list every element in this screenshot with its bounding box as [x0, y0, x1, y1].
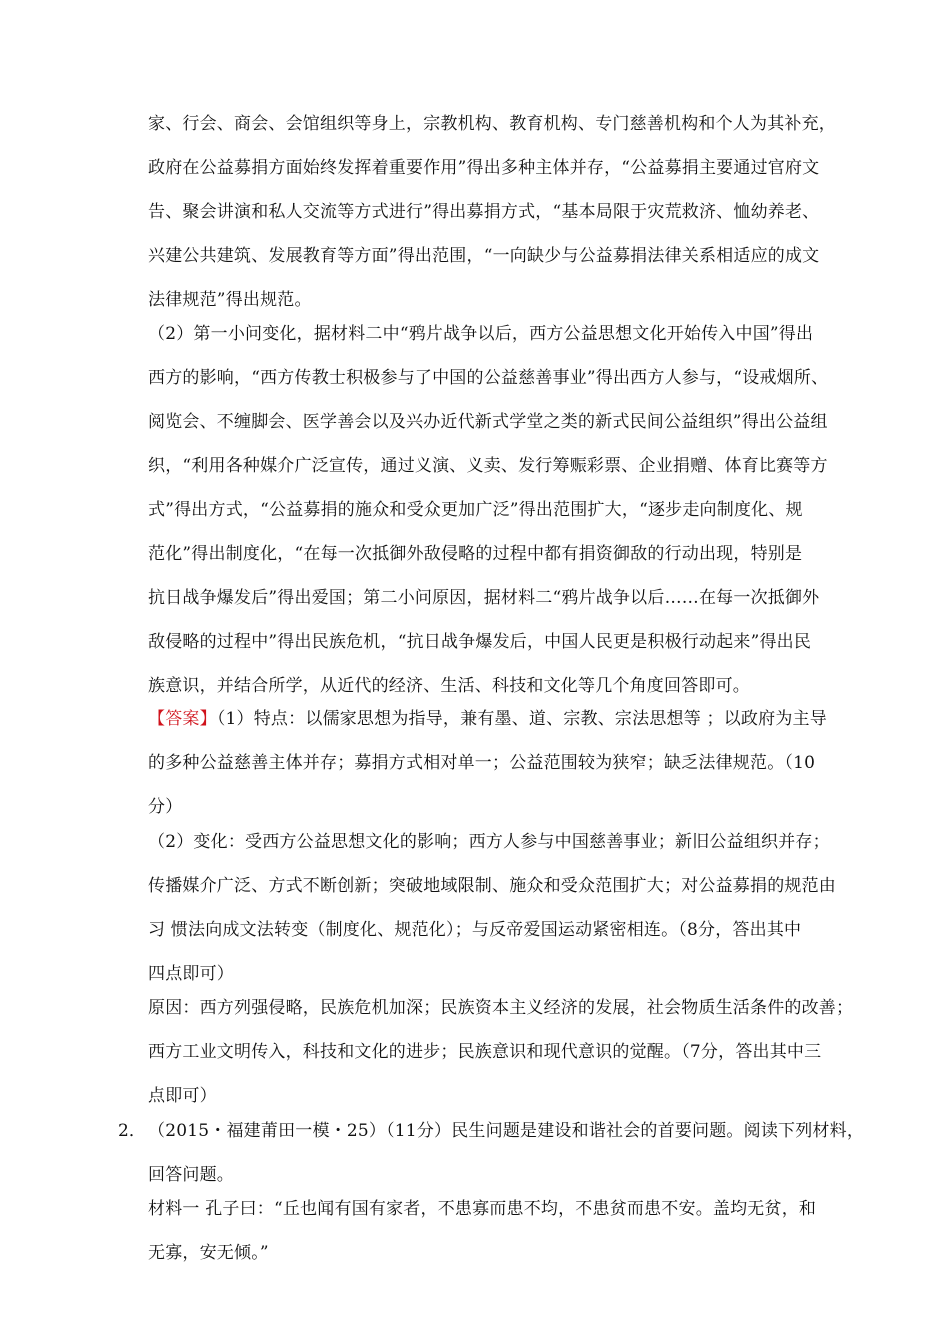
- answer-tag: 【答案】: [148, 709, 217, 729]
- answer-line: 习 惯法向成文法转变（制度化、规范化）；与反帝爱国运动紧密相连。（8分，答出其中: [148, 920, 802, 940]
- question-line: 回答问题。: [148, 1165, 234, 1185]
- answer-line: 点即可）: [148, 1086, 217, 1106]
- answer-line: 四点即可）: [148, 964, 234, 984]
- analysis-line: 政府在公益募捐方面始终发挥着重要作用”得出多种主体并存，“公益募捐主要通过官府文: [148, 158, 820, 178]
- answer-line: 的多种公益慈善主体并存；募捐方式相对单一；公益范围较为狭窄；缺乏法律规范。（10: [148, 753, 816, 773]
- analysis-line: 抗日战争爆发后”得出爱国；第二小问原因，据材料二“鸦片战争以后……在每一次抵御外: [148, 588, 820, 608]
- analysis-line: 族意识，并结合所学，从近代的经济、生活、科技和文化等几个角度回答即可。: [148, 676, 750, 696]
- analysis-line: 兴建公共建筑、发展教育等方面”得出范围，“一向缺少与公益募捐法律关系相适应的成文: [148, 246, 820, 266]
- question-line: 材料一 孔子曰：“丘也闻有国有家者，不患寡而患不均，不患贫而患不安。盖均无贫，和: [148, 1199, 817, 1219]
- analysis-line: 告、聚会讲演和私人交流等方式进行”得出募捐方式，“基本局限于灾荒救济、恤幼养老、: [148, 202, 820, 222]
- answer-text: （1）特点：以儒家思想为指导，兼有墨、道、宗教、宗法思想等 ；以政府为主导: [216, 709, 827, 729]
- question-line: 无寡，安无倾。”: [148, 1243, 269, 1263]
- analysis-line: 织，“利用各种媒介广泛宣传，通过义演、义卖、发行筹赈彩票、企业捐赠、体育比赛等方: [148, 456, 828, 476]
- analysis-line: 敌侵略的过程中”得出民族危机，“抗日战争爆发后，中国人民更是积极行动起来”得出民: [148, 632, 812, 652]
- answer-line: （2）变化：受西方公益思想文化的影响；西方人参与中国慈善事业；新旧公益组织并存；: [148, 832, 830, 852]
- answer-line: 分）: [148, 797, 183, 817]
- answer-line: 西方工业文明传入，科技和文化的进步；民族意识和现代意识的觉醒。（7分，答出其中三: [148, 1042, 822, 1062]
- analysis-line: 范化”得出制度化，“在每一次抵御外敌侵略的过程中都有捐资御敌的行动出现，特别是: [148, 544, 803, 564]
- answer-line: 传播媒介广泛、方式不断创新；突破地域限制、施众和受众范围扩大；对公益募捐的规范由: [148, 876, 836, 896]
- analysis-line: 家、行会、商会、会馆组织等身上，宗教机构、教育机构、专门慈善机构和个人为其补充，: [148, 114, 836, 134]
- question-number: 2．: [118, 1121, 146, 1141]
- analysis-line: 阅览会、不缠脚会、医学善会以及兴办近代新式学堂之类的新式民间公益组织”得出公益组: [148, 412, 828, 432]
- analysis-line: 式”得出方式，“公益募捐的施众和受众更加广泛”得出范围扩大，“逐步走向制度化、规: [148, 500, 803, 520]
- analysis-line: 西方的影响，“西方传教士积极参与了中国的公益慈善事业”得出西方人参与，“设戒烟所、: [148, 368, 829, 388]
- answer-first-line: [148, 708, 827, 730]
- analysis-line: （2）第一小问变化，据材料二中“鸦片战争以后，西方公益思想文化开始传入中国”得出: [148, 324, 814, 344]
- answer-line: 原因：西方列强侵略，民族危机加深；民族资本主义经济的发展，社会物质生活条件的改善；: [148, 998, 854, 1018]
- analysis-line: 法律规范”得出规范。: [148, 290, 312, 310]
- question-line: （2015・福建莆田一模・25）（11分）民生问题是建设和谐社会的首要问题。阅读下列材料，: [148, 1121, 865, 1141]
